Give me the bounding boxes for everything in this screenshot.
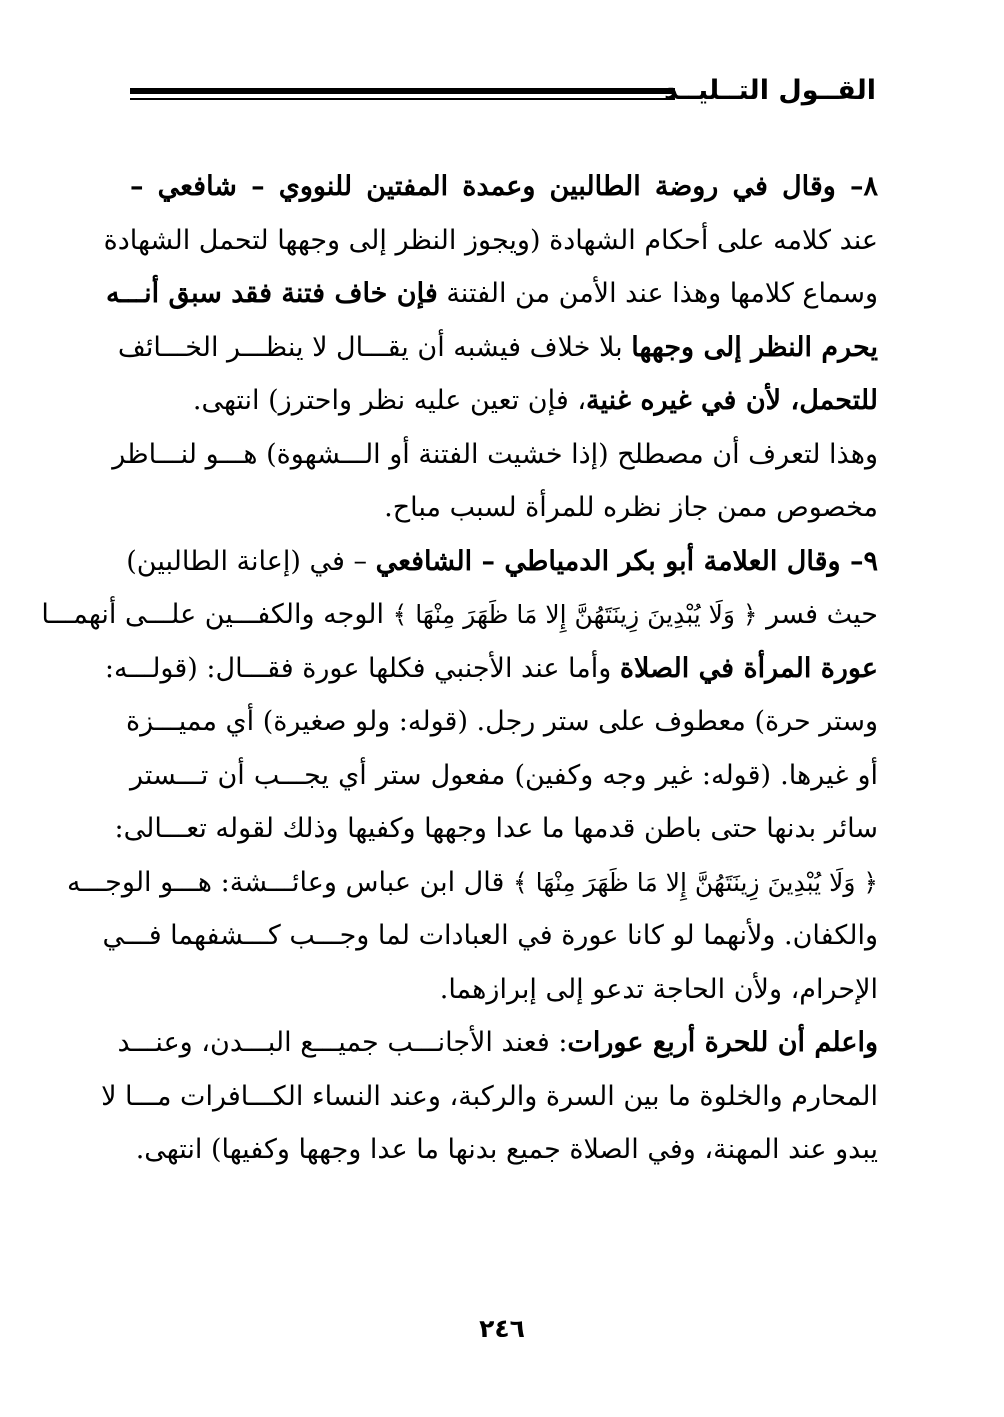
- quran-quote: ﴿ وَلَا يُبْدِينَ زِينَتَهُنَّ إِلا مَا ظَهَرَ مِنْهَا ﴾: [513, 867, 878, 897]
- paragraph: [101, 1016, 878, 1177]
- text-span: وسماع كلامها وهذا عند الأمن من الفتنة: [437, 278, 878, 309]
- bold-text: واعلم أن للحرة أربع عورات: [567, 1027, 878, 1058]
- text-line: [112, 428, 878, 482]
- text-line: [105, 267, 878, 321]
- text-span: حيث فسر: [757, 599, 878, 630]
- text-span: المحارم والخلوة ما بين السرة والركبة، وعند النساء الكـــافرات مـــا لا: [101, 1080, 878, 1112]
- text-line: [101, 1070, 878, 1124]
- text-span: الإحرام، ولأن الحاجة تدعو إلى إبرازهما.: [439, 973, 878, 1005]
- text-span: بلا خلاف فيشبه أن يقـــال لا ينظـــر الخـــائف: [117, 331, 632, 363]
- header-rule-thick: [130, 88, 675, 94]
- text-span: ، فإن تعين عليه نظر واحترز) انتهى.: [192, 385, 587, 416]
- quran-quote: ﴿ وَلَا يُبْدِينَ زِينَتَهُنَّ إِلا مَا ظَهَرَ مِنْهَا ﴾: [392, 600, 758, 629]
- bold-text: عورة المرأة في الصلاة: [619, 652, 878, 684]
- bold-text: ٨– وقال في روضة الطالبين وعمدة المفتين للنووي – شافعي –: [130, 171, 878, 202]
- text-line: [130, 963, 878, 1017]
- text-span: وستر حرة) معطوف على ستر رجل. (قوله: ولو صغيرة) أي مميـــزة: [125, 706, 878, 737]
- text-span: مخصوص ممن جاز نظره للمرأة لسبب مباح.: [384, 492, 878, 523]
- paragraph: [41, 535, 878, 1017]
- text-span: سائر بدنها حتى باطن قدمها ما عدا وجهها وكفيها وذلك لقوله تعـــالى:: [114, 813, 878, 844]
- running-title: القــول التــليــد: [663, 75, 876, 106]
- page-body: [41, 160, 878, 1177]
- text-span: أو غيرها. (قوله: غير وجه وكفين) مفعول ستر أي يجـــب أن تـــستر: [130, 759, 878, 791]
- text-line: [125, 695, 878, 749]
- text-line: [114, 802, 878, 856]
- page-header: [130, 66, 878, 116]
- text-line: [130, 160, 878, 214]
- text-line: [117, 321, 878, 375]
- bold-text: يحرم النظر إلى وجهها: [631, 331, 878, 363]
- text-span: والكفان. ولأنهما لو كانا عورة في العبادات لما وجـــب كـــشفهما فـــي: [102, 920, 878, 951]
- text-span: يبدو عند المهنة، وفي الصلاة جميع بدنها ما عدا وجهها وكفيها) انتهى.: [135, 1134, 878, 1165]
- text-line: [130, 749, 878, 803]
- bold-text: للتحمل، لأن في غيره غنية: [586, 385, 878, 416]
- text-span: عند كلامه على أحكام الشهادة (ويجوز النظر إلى وجهها لتحمل الشهادة: [103, 224, 878, 256]
- paragraph: [112, 428, 878, 535]
- page-number: ٢٤٦: [479, 1314, 525, 1343]
- text-line: [117, 1016, 878, 1070]
- text-line: [126, 535, 878, 589]
- text-span: – في (إعانة الطالبين): [126, 545, 376, 577]
- header-rule-thin: [130, 98, 675, 100]
- text-line: [130, 1123, 878, 1177]
- text-line: [102, 909, 878, 963]
- paragraph: [103, 160, 878, 428]
- text-line: [66, 856, 878, 910]
- text-line: [104, 642, 878, 696]
- text-line: [130, 374, 878, 428]
- bold-text: فإن خاف فتنة فقد سبق أنـــه: [105, 278, 438, 309]
- text-span: وأما عند الأجنبي فكلها عورة فقـــال: (قولـــه:: [104, 652, 620, 684]
- text-line: [41, 588, 878, 642]
- text-span: الوجه والكفـــين علـــى أنهمـــا: [41, 599, 393, 630]
- text-line: [103, 214, 878, 268]
- text-span: : فعند الأجانـــب جميـــع البـــدن، وعنـــد: [117, 1027, 568, 1058]
- text-span: قال ابن عباس وعائـــشة: هـــو الوجـــه: [66, 866, 513, 898]
- bold-text: ٩– وقال العلامة أبو بكر الدمياطي – الشافعي: [375, 545, 878, 577]
- text-span: وهذا لتعرف أن مصطلح (إذا خشيت الفتنة أو الـــشهوة) هـــو لنـــاظر: [112, 438, 878, 470]
- text-line: [130, 481, 878, 535]
